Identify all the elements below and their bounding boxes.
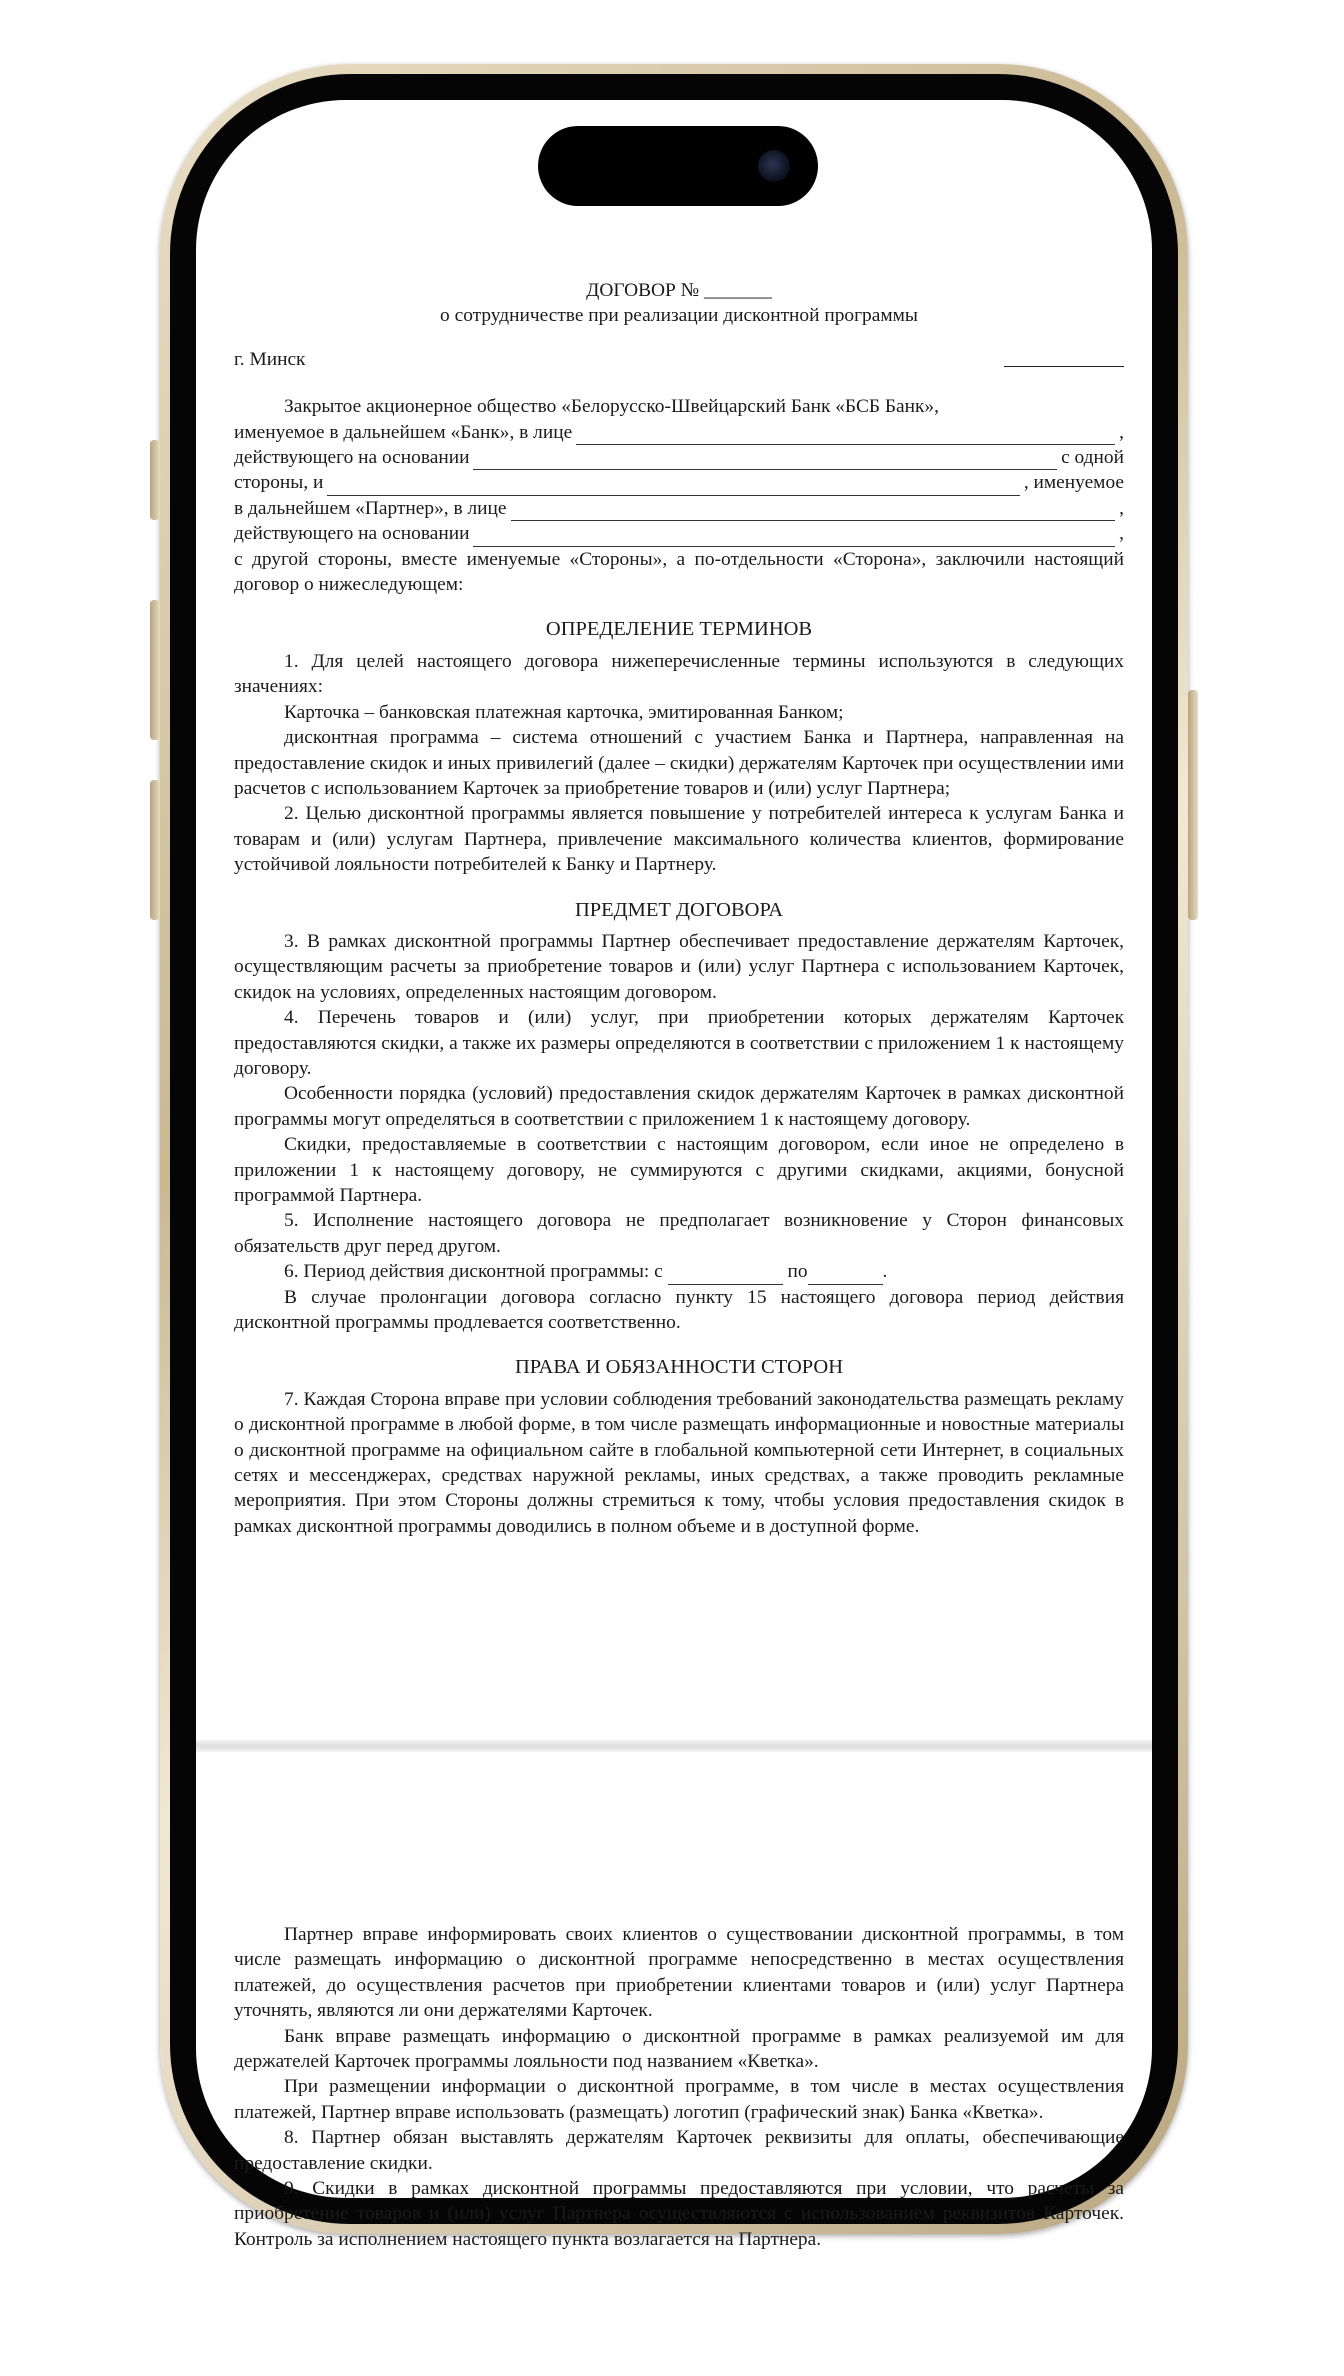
contract-subtitle: о сотрудничестве при реализации дисконтной программы bbox=[440, 305, 918, 327]
power-button[interactable] bbox=[1188, 690, 1198, 920]
clause-7: 7. Каждая Сторона вправе при условии соблюдения требований законодательства размещать рекламу о дисконтной программе в любой форме, в том числе размещать информационные и новостные материалы о дисконтной программе на официальном сайте в глобальной компьютерной сети Интернет, в социальных сетях и мессенджерах, средствах наружной рекламы, иных средствах, а также проводить рекламные мероприятия. При этом Стороны должны стремиться к тому, чтобы условия предоставления скидок в рамках дисконтной программы доводились в полном объеме и в доступной форме. bbox=[234, 1388, 1124, 1537]
volume-up-button[interactable] bbox=[150, 600, 160, 740]
preamble-text: , bbox=[1119, 497, 1124, 519]
phone-screen[interactable] bbox=[196, 100, 1152, 2250]
preamble-line-2 bbox=[234, 420, 1124, 445]
page-2-content bbox=[234, 1922, 1124, 2252]
document-page-2 bbox=[196, 1752, 1152, 2250]
clause-7-logo: При размещении информации о дисконтной программе, в том числе в местах осуществления платежей, Партнер вправе использовать (размещать) логотип (графический знак) Банка «Кветка». bbox=[234, 2076, 1124, 2123]
date-blank bbox=[1004, 347, 1124, 367]
preamble-text: действующего на основании bbox=[234, 523, 470, 545]
document-page-1 bbox=[196, 100, 1152, 1740]
clause-6-text: . bbox=[882, 1261, 888, 1283]
blank-line bbox=[473, 527, 1115, 547]
preamble-text: , bbox=[1119, 421, 1124, 443]
date-to-blank bbox=[808, 1265, 883, 1285]
preamble-text: стороны, и bbox=[234, 472, 324, 494]
preamble-text: с одной bbox=[1061, 447, 1124, 469]
clause-5: 5. Исполнение настоящего договора не предполагает возникновение у Сторон финансовых обязательств друг перед другом. bbox=[234, 1210, 1124, 1257]
clause-1-card: Карточка – банковская платежная карточка, эмитированная Банком; bbox=[284, 701, 844, 723]
city: г. Минск bbox=[234, 348, 306, 370]
clause-1: 1. Для целей настоящего договора нижеперечисленные термины используются в следующих значениях: bbox=[234, 650, 1124, 698]
contract-title: ДОГОВОР № _______ bbox=[586, 280, 772, 301]
clause-4-features: Особенности порядка (условий) предоставления скидок держателям Карточек в рамках дисконтной программы могут определяться в соответствии с приложением 1 к настоящему договору. bbox=[234, 1083, 1124, 1130]
action-button[interactable] bbox=[150, 440, 160, 520]
preamble-line-5 bbox=[234, 496, 1124, 521]
preamble-text: действующего на основании bbox=[234, 447, 470, 469]
dynamic-island bbox=[538, 126, 818, 206]
clause-7-bank-info: Банк вправе размещать информацию о дисконтной программе в рамках реализуемой им для держателей Карточек программы лояльности под названием «Кветка». bbox=[234, 2025, 1124, 2073]
clause-9: 9. Скидки в рамках дисконтной программы предоставляются при условии, что расчеты за приобретение товаров и (или) услуг Партнера осуществляются с использованием реквизитов Карточек. Контроль за исполнением настоящего пункта возлагается на Партнера. bbox=[234, 2178, 1124, 2250]
preamble-text: , bbox=[1119, 523, 1124, 545]
date-from-blank bbox=[668, 1265, 783, 1285]
clause-6-prolongation: В случае пролонгации договора согласно пункту 15 настоящего договора период действия дисконтной программы продлевается соответственно. bbox=[234, 1286, 1124, 1334]
section-heading-rights: ПРАВА И ОБЯЗАННОСТИ СТОРОН bbox=[514, 1356, 844, 1379]
clause-8: 8. Партнер обязан выставлять держателям Карточек реквизиты для оплаты, обеспечивающие предоставление скидки. bbox=[234, 2127, 1124, 2174]
preamble-line-6 bbox=[234, 521, 1124, 546]
preamble-text: , именуемое bbox=[1023, 472, 1124, 494]
clause-7-partner-info: Партнер вправе информировать своих клиентов о существовании дисконтной программы, в том числе размещать информацию о дисконтной программе непосредственно в местах осуществления платежей, до осуществления расчетов при приобретении клиентами товаров и (или) услуг Партнера уточнять, являются ли они держателями Карточек. bbox=[234, 1924, 1124, 2022]
preamble-line-7: с другой стороны, вместе именуемые «Стороны», а по-отдельности «Сторона», заключили настоящий договор о нижеследующем: bbox=[234, 548, 1124, 596]
clause-3: 3. В рамках дисконтной программы Партнер обеспечивает предоставление держателям Карточек, осуществляющим расчеты за приобретение товаров и (или) услуг Партнера с использованием Карточек, скидок на условиях, определенных настоящим договором. bbox=[234, 930, 1124, 1003]
camera-icon bbox=[758, 150, 790, 182]
clause-2: 2. Целью дисконтной программы является повышение у потребителей интереса к услугам Банка и товарам и (или) услугам Партнера, привлечение максимального количества клиентов, формирование устойчивой лояльности потребителей к Банку и Партнеру. bbox=[234, 803, 1124, 876]
preamble-text: именуемое в дальнейшем «Банк», в лице bbox=[234, 421, 573, 443]
page-1-content bbox=[234, 278, 1124, 1539]
preamble-line-4 bbox=[234, 470, 1124, 495]
blank-line bbox=[511, 501, 1116, 521]
page-separator bbox=[196, 1740, 1152, 1752]
preamble-line-3 bbox=[234, 445, 1124, 470]
clause-1-program: дисконтная программа – система отношений с участием Банка и Партнера, направленная на предоставление скидок и иных привилегий (далее – скидки) держателям Карточек при осуществлении ими расчетов с использованием Карточек за приобретение товаров и (или) услуг Партнера; bbox=[234, 727, 1124, 799]
volume-down-button[interactable] bbox=[150, 780, 160, 920]
clause-6-text: 6. Период действия дисконтной программы: с bbox=[284, 1261, 663, 1283]
clause-4-discounts: Скидки, предоставляемые в соответствии с настоящим договором, если иное не определено в приложении 1 к настоящему договору, не суммируются с другими скидками, акциями, бонусной программой Партнера. bbox=[234, 1134, 1124, 1206]
blank-line bbox=[327, 476, 1019, 496]
clause-6 bbox=[234, 1259, 1124, 1284]
preamble-text: в дальнейшем «Партнер», в лице bbox=[234, 497, 507, 519]
clause-4: 4. Перечень товаров и (или) услуг, при приобретении которых держателям Карточек предоставляются скидки, а также их размеры определяются в соответствии с приложением 1 к настоящему договору. bbox=[234, 1007, 1124, 1079]
section-heading-subject: ПРЕДМЕТ ДОГОВОРА bbox=[574, 898, 784, 921]
blank-line bbox=[576, 425, 1115, 445]
place-date-row bbox=[234, 347, 1124, 372]
section-heading-terms: ОПРЕДЕЛЕНИЕ ТЕРМИНОВ bbox=[545, 618, 813, 641]
preamble-line-1: Закрытое акционерное общество «Белорусско-Швейцарский Банк «БСБ Банк», bbox=[284, 396, 939, 418]
clause-6-text: по bbox=[787, 1261, 808, 1283]
blank-line bbox=[473, 450, 1057, 470]
